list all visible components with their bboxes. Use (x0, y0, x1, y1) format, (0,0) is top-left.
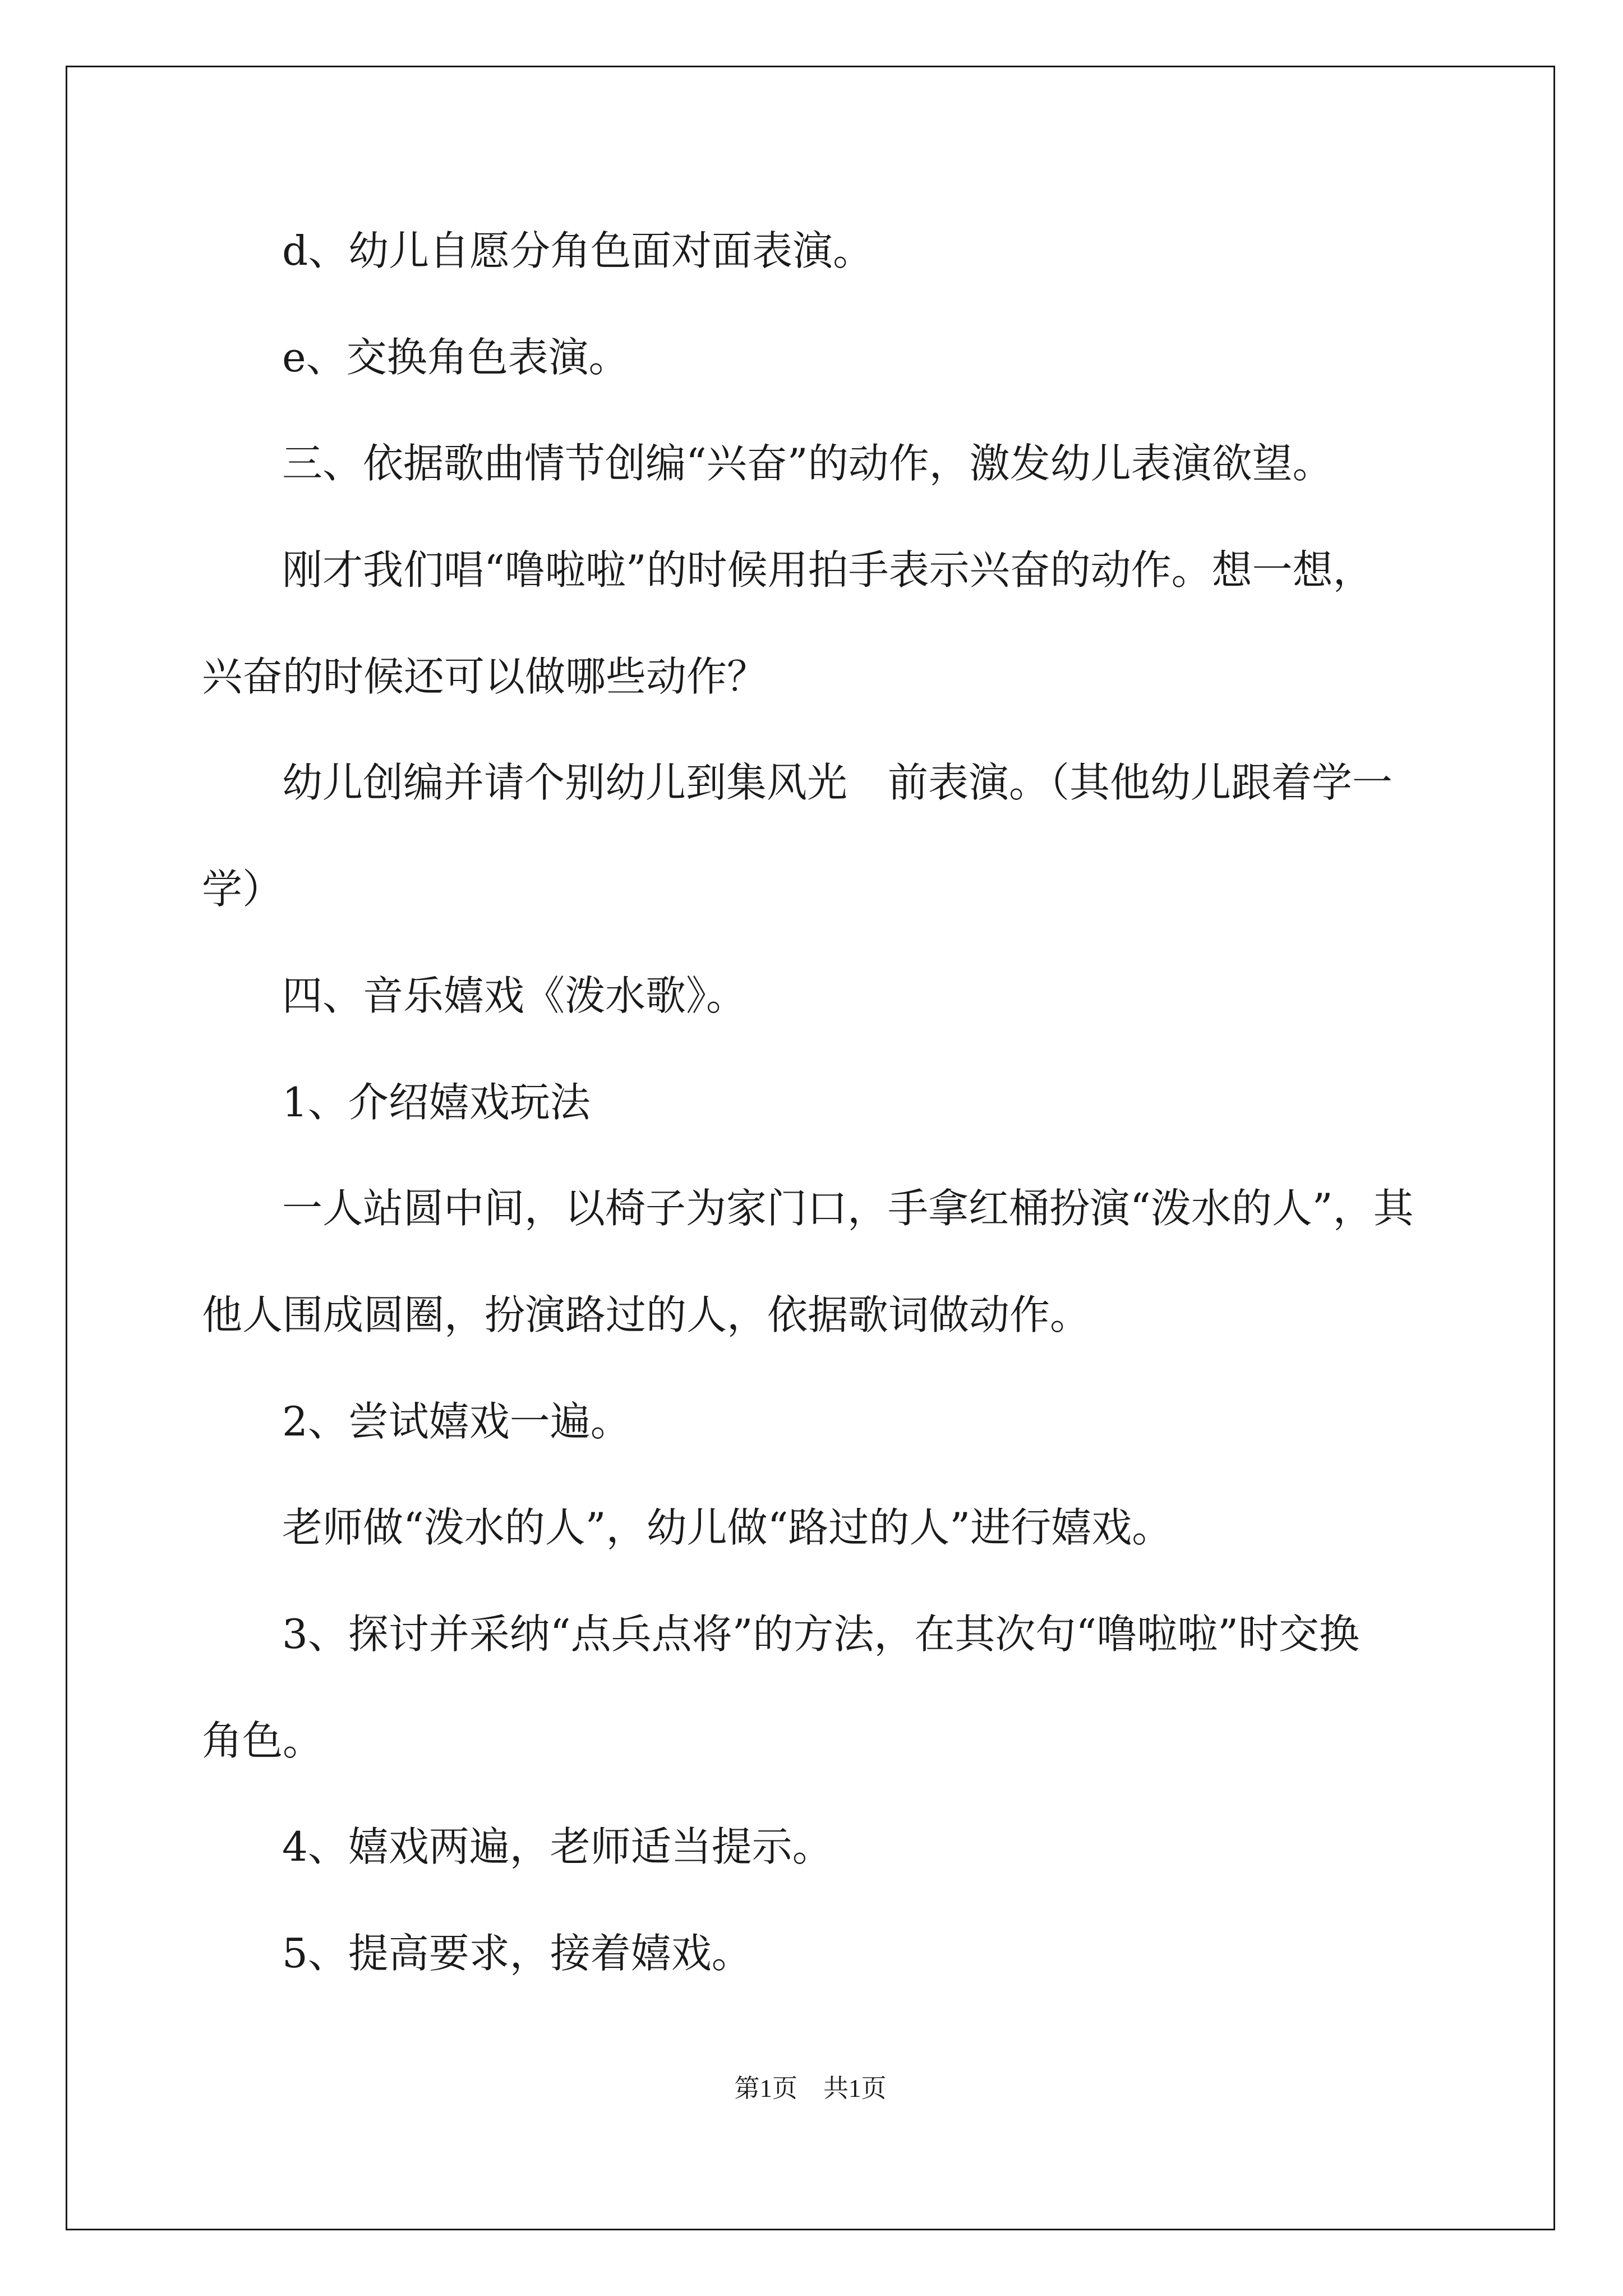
paragraph-line: 四、音乐嬉戏《泼水歌》。 (282, 972, 747, 1019)
paragraph-line: 3、探讨并采纳“点兵点将”的方法，在其次句“噜啦啦”时交换 (282, 1611, 1360, 1658)
paragraph-line: 2、尝试嬉戏一遍。 (282, 1398, 631, 1445)
page-number: 第1页 (734, 2074, 797, 2102)
paragraph-line: 三、依据歌曲情节创编“兴奋”的动作，激发幼儿表演欲望。 (282, 440, 1333, 487)
paragraph-line: 1、介绍嬉戏玩法 (282, 1079, 591, 1126)
paragraph-line: 角色。 (202, 1717, 324, 1764)
document-page (66, 66, 1555, 2230)
paragraph-line: 刚才我们唱“噜啦啦”的时候用拍手表示兴奋的动作。想一想， (282, 546, 1373, 593)
paragraph-line: 学） (202, 866, 283, 913)
paragraph-line: 5、提高要求，接着嬉戏。 (282, 1930, 752, 1977)
page-footer (67, 2073, 1553, 2104)
paragraph-line: 4、嬉戏两遍，老师适当提示。 (282, 1823, 833, 1870)
paragraph-line: 幼儿创编并请个别幼儿到集风光 前表演。（其他幼儿跟着学一 (282, 759, 1393, 806)
paragraph-line: 兴奋的时候还可以做哪些动作？ (202, 653, 768, 700)
paragraph-line: 老师做“泼水的人”，幼儿做“路过的人”进行嬉戏。 (282, 1504, 1173, 1551)
paragraph-line: 他人围成圆圈，扮演路过的人，依据歌词做动作。 (202, 1291, 1091, 1338)
paragraph-line: e、交换角色表演。 (282, 334, 629, 381)
paragraph-line: 一人站圆中间，以椅子为家门口，手拿红桶扮演“泼水的人”，其 (282, 1185, 1414, 1232)
total-pages: 共1页 (823, 2074, 887, 2102)
paragraph-line: d、幼儿自愿分角色面对面表演。 (282, 227, 874, 274)
